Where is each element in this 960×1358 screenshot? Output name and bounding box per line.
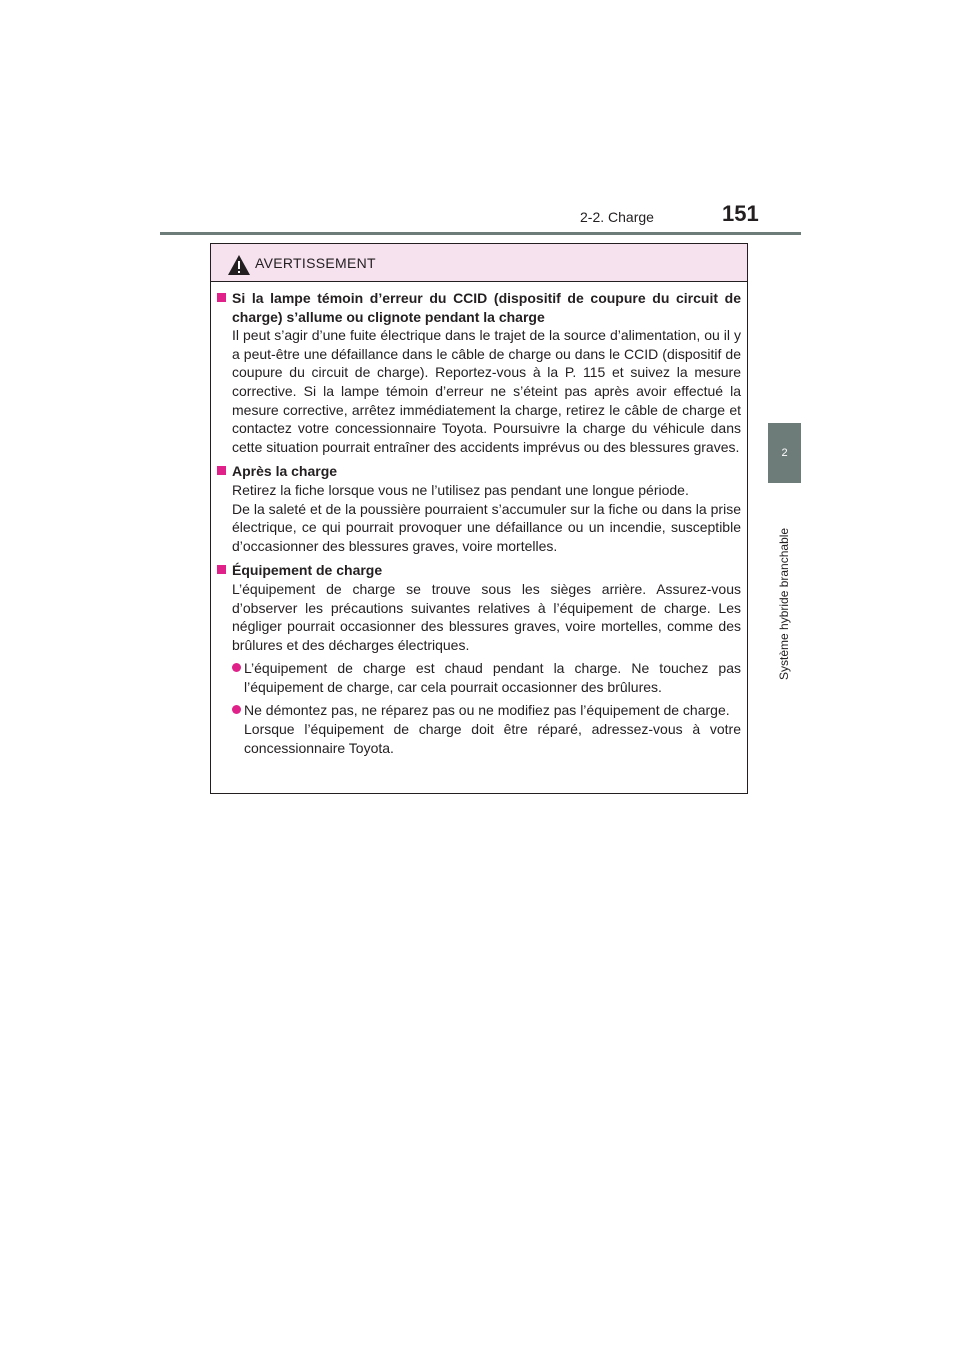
- bullet-text: Ne démontez pas, ne réparez pas ou ne modifiez pas l’équipement de charge.: [244, 702, 730, 719]
- warning-title: AVERTISSEMENT: [255, 255, 376, 271]
- item-text: Retirez la fiche lorsque vous ne l’utilisez pas pendant une longue période.: [232, 481, 689, 498]
- warning-item-equipment: [217, 561, 741, 757]
- warning-header: [211, 244, 747, 282]
- page-number: 151: [722, 201, 759, 226]
- item-text: L’équipement de charge se trouve sous les sièges arrière. Assurez-vous d’observer les précautions suivantes relatives à l’équipement de charge. Les négliger pourrait occasionner des blessures graves, voire mortelles, comme des brûlures et des décharges électriques.: [232, 580, 741, 653]
- list-item: [217, 701, 741, 757]
- warning-body: [217, 289, 741, 763]
- chapter-tab[interactable]: 2: [768, 423, 801, 483]
- chapter-title: Système hybride branchable: [776, 527, 791, 680]
- item-heading: [217, 561, 741, 580]
- item-heading-text: Si la lampe témoin d’erreur du CCID (dispositif de coupure du circuit de charge) s’allume ou clignote pendant la charge: [232, 290, 741, 325]
- warning-triangle-icon: [228, 255, 250, 275]
- item-heading: [217, 462, 741, 481]
- warning-item-after-charge: [217, 462, 741, 555]
- item-heading-text: Après la charge: [232, 463, 338, 480]
- item-text: Il peut s’agir d’une fuite électrique dans le trajet de la source d’alimentation, ou il y a peut-être une défaillance dans le câble de charge ou dans le CCID (dispositif de coupure du circuit de charge). Reportez-vous à la P. 115 et suivez la mesure corrective. Si la lampe témoin d’erreur ne s’éteint pas après avoir effectué la mesure corrective, arrêtez immédiatement la charge, retirez le câble de charge et contactez votre concessionnaire Toyota. Poursuivre la charge du véhicule dans cette situation pourrait entraîner des accidents imprévus ou des blessures graves.: [232, 327, 741, 455]
- square-bullet-icon: [217, 466, 226, 475]
- item-text: De la saleté et de la poussière pourraient s’accumuler sur la fiche ou dans la prise électrique, ce qui pourrait provoquer une défaillance ou un incendie, susceptible d’occasionner des blessures graves, voire mortelles.: [232, 500, 741, 554]
- bullet-text: Lorsque l’équipement de charge doit être réparé, adressez-vous à votre concessionnaire Toyota.: [244, 721, 741, 756]
- header-divider: [160, 232, 801, 235]
- square-bullet-icon: [217, 293, 226, 302]
- item-heading-text: Équipement de charge: [232, 562, 383, 579]
- round-bullet-icon: [232, 663, 241, 672]
- item-heading: [217, 289, 741, 326]
- chapter-label: [768, 490, 801, 690]
- section-title: 2-2. Charge: [580, 209, 654, 225]
- warning-box: [210, 243, 748, 794]
- square-bullet-icon: [217, 565, 226, 574]
- warning-item-ccid: [217, 289, 741, 456]
- bullet-text: L’équipement de charge est chaud pendant la charge. Ne touchez pas l’équipement de charge, car cela pourrait occasionner des brûlures.: [244, 660, 741, 695]
- list-item: [217, 659, 741, 696]
- round-bullet-icon: [232, 705, 241, 714]
